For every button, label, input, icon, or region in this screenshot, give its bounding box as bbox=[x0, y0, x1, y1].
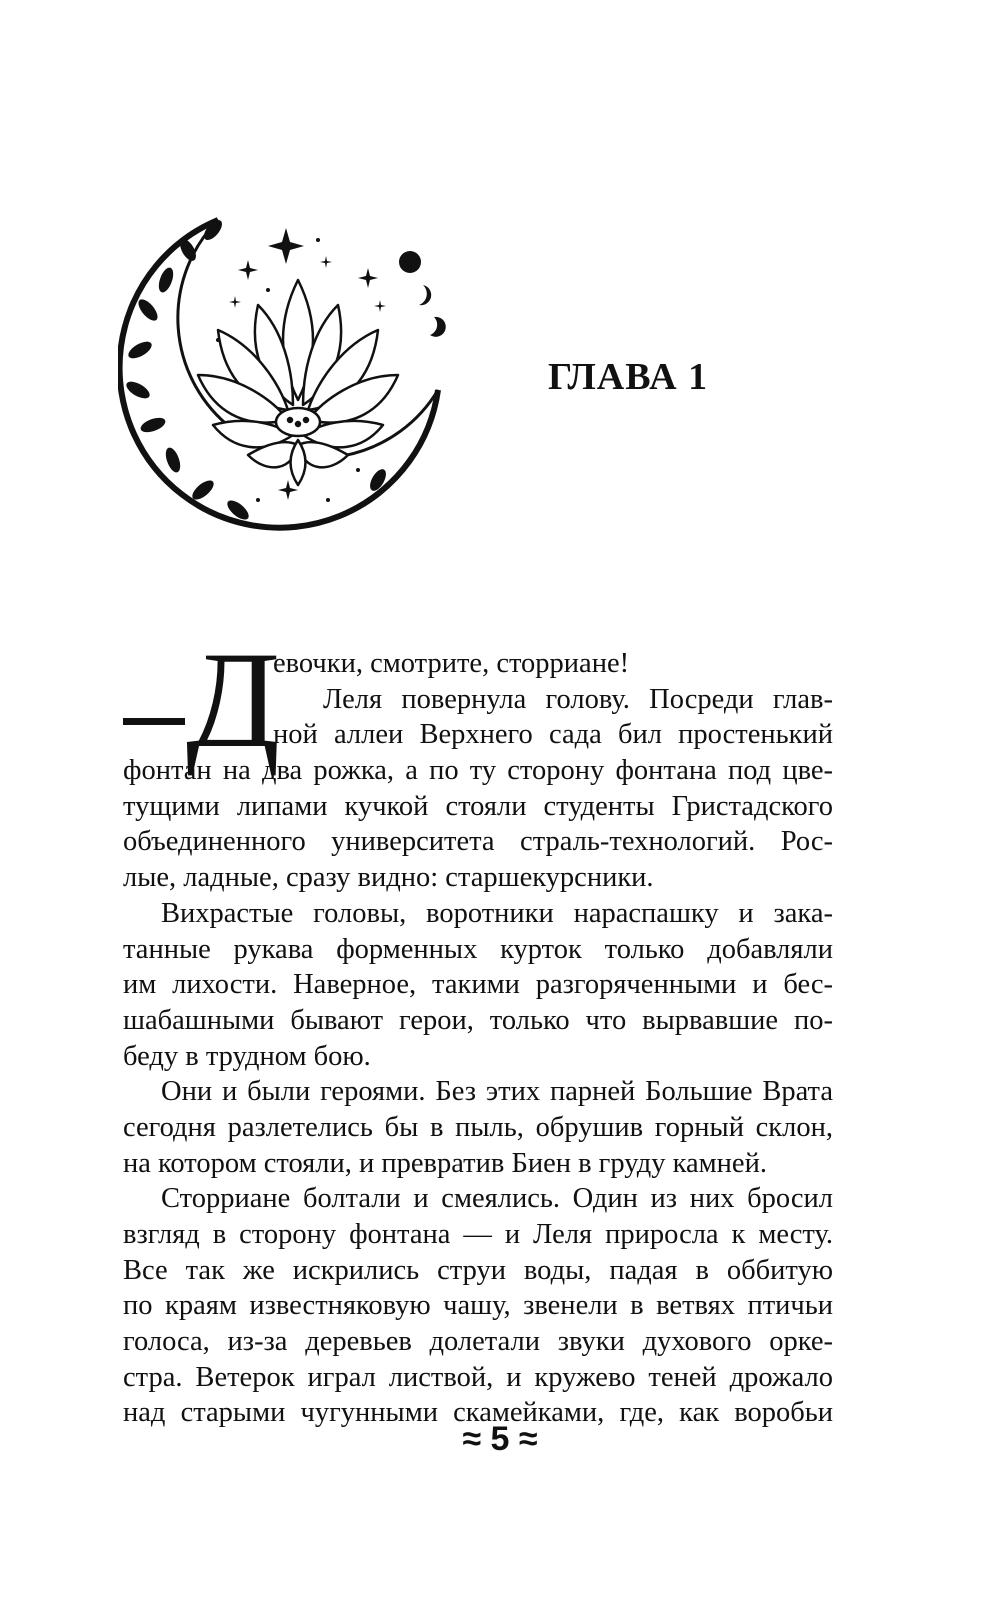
text-line: евочки, смотрите, сторриане! bbox=[273, 648, 630, 679]
lotus-flower-icon bbox=[198, 280, 398, 485]
text-line: по краям известняковую чашу, звенели в ветвях птичьи bbox=[123, 1290, 833, 1322]
text-line: Они и были героями. Без этих парней Большие Врата bbox=[161, 1076, 833, 1108]
chapter-title: ГЛАВА 1 bbox=[548, 356, 709, 398]
text-line: стра. Ветерок играл листвой, и кружево теней дрожало bbox=[123, 1361, 833, 1393]
moon-phases-icon bbox=[352, 210, 446, 337]
text-line: над старыми чугунными скамейками, где, как воробьи bbox=[123, 1397, 833, 1429]
text-line: шабашными бывают герои, только что вырвавшие по- bbox=[123, 1004, 833, 1036]
text-line: Вихрастые головы, воротники нараспашку и зака- bbox=[161, 897, 833, 929]
text-line: объединенного университета страль-технологий. Рос- bbox=[123, 826, 833, 858]
text-line: сегодня разлетелись бы в пыль, обрушив горный склон, bbox=[123, 1111, 833, 1143]
text-line: на котором стояли, и превратив Биен в груду камней. bbox=[123, 1147, 767, 1179]
text-line: Леля повернула голову. Посреди глав- bbox=[323, 683, 833, 715]
text-line: фонтан на два рожка, а по ту сторону фонтана под цве- bbox=[123, 755, 833, 787]
text-line: лые, ладные, сразу видно: старшекурсники. bbox=[123, 862, 654, 894]
text-line: ной аллеи Верхнего сада бил простенький bbox=[273, 719, 833, 751]
text-line: беду в трудном бою. bbox=[123, 1040, 371, 1072]
dropcap-letter: Д bbox=[186, 623, 281, 776]
page-number: ≈ 5 ≈ bbox=[462, 1420, 538, 1458]
text-line: голоса, из-за деревьев долетали звуки духового орке- bbox=[123, 1326, 833, 1358]
text-line: танные рукава форменных курток только добавляли bbox=[123, 933, 833, 965]
text-line: Сторриане болтали и смеялись. Один из них бросил bbox=[161, 1183, 833, 1215]
text-line: им лихости. Наверное, такими разгоряченными и бес- bbox=[123, 969, 833, 1001]
text-line: тущими липами кучкой стояли студенты Гристадского bbox=[123, 790, 833, 822]
text-line: взгляд в сторону фонтана — и Леля приросла к месту. bbox=[123, 1219, 833, 1250]
text-line: Все так же искрились струи воды, падая в оббитую bbox=[123, 1254, 833, 1286]
chapter-body-text bbox=[123, 646, 833, 1431]
crescent-moon-lotus-emblem bbox=[118, 200, 458, 540]
